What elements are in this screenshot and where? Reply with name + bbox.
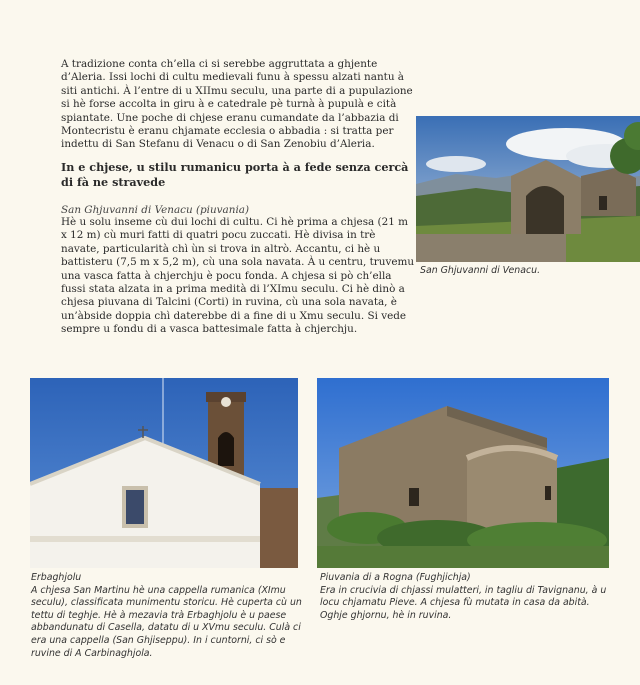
body-paragraph: Hè u solu inseme cù dui lochi di cultu. Ci hè prima a chjesa (21 m x 12 m) cù muri fatti di quatri pocu zuccati. Hè divisa in trè navate, particularità chì ùn si trova in altrò. Accantu, ci hè u battisteru (7,5 m x 5,2 m), cù una sola navata. À u centru, truvemu una vasca fatta à chjerchju è pocu fonda. A chjesa si pò ch’ella fussi stata alzata in a prima medità di l’XImu seculu. Ci hè dinò a chjesa piuvana di Talcini (Corti) in ruvina, cù una sola navata, è un’àbside doppia chì daterebbe di a fine di u Xmu seculu. Si vede sempre u fondu di a vasca battesimale fatta à chjerchju. — [61, 216, 415, 336]
section-heading: In e chjese, u stilu rumanicu porta à a fede senza cercà di fà ne stravede — [61, 160, 409, 189]
caption-san-ghjuvanni: San Ghjuvanni di Venacu. — [420, 265, 541, 276]
intro-paragraph: A tradizione conta ch’ella ci si serebbe aggruttata a ghjente d’Aleria. Issi lochi di cultu medievali funu à spessu alzati nantu à siti antichi. À l’entre di u XIImu seculu, una parte di a pupulazione si hè forse accolta in giru à e catedrale pè turnà à pupulà e cità spiantate. Une poche di chjese eranu cumandate da l’abbazia di Montecristu è eranu chjamate ecclesia o abbadia : si tratta per indettu di San Stefanu di Venacu o di San Zenobiu d’Aleria. — [61, 58, 413, 151]
caption-erbaghjolu — [31, 572, 309, 660]
caption-title-erbaghjolu: Erbaghjolu — [31, 572, 82, 583]
caption-piuvania-rogna — [320, 572, 612, 622]
caption-text-piuvania: Era in crucivia di chjassi mulatteri, in tagliu di Tavignanu, à u locu chjamatu Pieve. A chjesa fù mutata in casa da abità. Oghje ghjornu, hè in ruvina. — [320, 584, 607, 621]
photo-erbaghjolu — [30, 378, 298, 568]
photo-san-ghjuvanni — [416, 116, 640, 262]
caption-text-erbaghjolu: A chjesa San Martinu hè una cappella rumanica (XImu seculu), classificata munimentu storicu. Hè cuperta cù un tettu di teghje. Hè à mezavia trà Erbaghjolu è u paese abbandunatu di Casella, datatu di u XVmu seculu. Culà ci era una cappella (San Ghjiseppu). In i cuntorni, ci sò e ruvine di A Carbinaghjola. — [31, 584, 302, 659]
caption-title-piuvania: Piuvania di a Rogna (Fughjichja) — [320, 572, 471, 583]
subheading: San Ghjuvanni di Venacu (piuvania) — [61, 204, 250, 216]
photo-piuvania-rogna — [317, 378, 609, 568]
